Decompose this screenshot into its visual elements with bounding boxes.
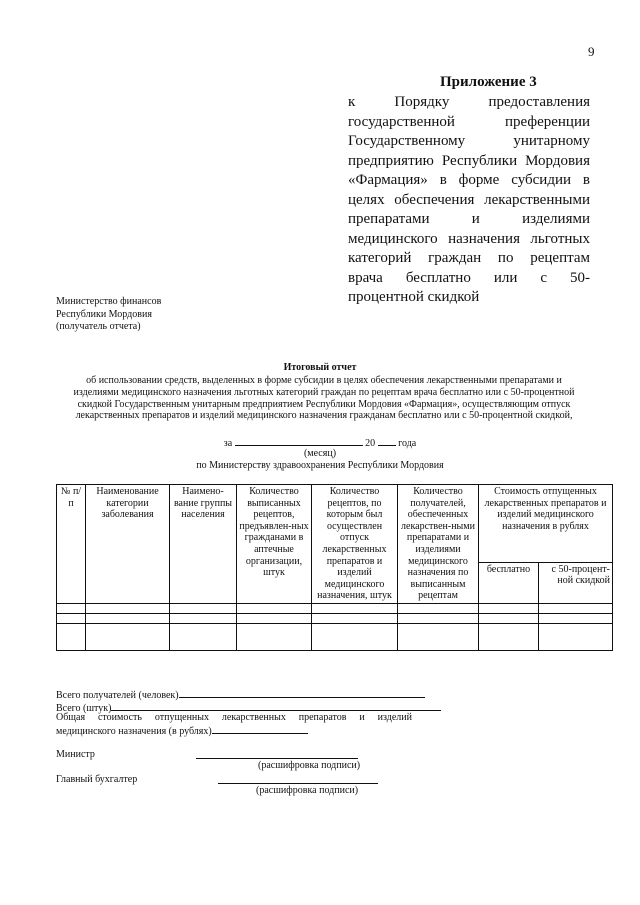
table-row[interactable] bbox=[57, 603, 613, 613]
appendix-line: предприятию Республики Мордовия bbox=[348, 152, 590, 169]
ministry-line: по Министерству здравоохранения Республики Мордовия bbox=[196, 460, 444, 471]
header-group: Наимено-вание группы населения bbox=[170, 485, 237, 604]
table-header-row bbox=[57, 485, 613, 563]
recipient-line: Республики Мордовия bbox=[56, 308, 152, 320]
page-number: 9 bbox=[588, 44, 595, 59]
appendix-line: к Порядку предоставления bbox=[348, 94, 590, 110]
total-cost bbox=[56, 712, 412, 738]
recipient-caption: (получатель отчета) bbox=[56, 321, 141, 332]
header-discount: с 50-процент-ной скидкой bbox=[539, 562, 613, 603]
report-period bbox=[0, 435, 640, 449]
period-year: 20 bbox=[365, 438, 376, 449]
total-cost-field[interactable] bbox=[212, 724, 308, 734]
chief-accountant-signature-line[interactable] bbox=[218, 783, 378, 784]
appendix-text bbox=[348, 93, 590, 308]
total-cost-label-2: медицинского назначения (в рублях) bbox=[56, 726, 212, 737]
recipient-line: Министерство финансов bbox=[56, 296, 162, 307]
appendix-line: целях обеспечения лекарственными bbox=[348, 191, 590, 208]
report-title: Итоговый отчет bbox=[283, 362, 357, 373]
minister-label: Министр bbox=[56, 749, 95, 760]
total-recipients-field[interactable] bbox=[179, 688, 425, 698]
total-items-field[interactable] bbox=[111, 701, 441, 711]
table-row[interactable] bbox=[57, 613, 613, 623]
appendix-line: «Фармация» в форме субсидии в bbox=[348, 172, 590, 188]
report-table bbox=[56, 484, 613, 651]
period-prefix: за bbox=[223, 438, 233, 449]
chief-accountant-signature-caption: (расшифровка подписи) bbox=[256, 785, 359, 796]
header-free: бесплатно bbox=[479, 562, 539, 603]
total-recipients-label: Всего получателей (человек) bbox=[56, 690, 179, 701]
chief-accountant-label: Главный бухгалтер bbox=[56, 774, 138, 785]
header-cost: Стоимость отпущенных лекарственных препаратов и изделий медицинского назначения в рублях bbox=[479, 485, 613, 563]
header-disease: Наименование категории заболевания bbox=[86, 485, 170, 604]
period-suffix: года bbox=[398, 438, 417, 449]
appendix-line: процентной скидкой bbox=[348, 289, 480, 305]
total-cost-label: Общая стоимость отпущенных лекарственных препаратов и изделий bbox=[56, 712, 412, 723]
month-field[interactable] bbox=[235, 435, 363, 446]
total-recipients bbox=[56, 688, 425, 702]
appendix-title: Приложение 3 bbox=[440, 74, 537, 90]
header-prescriptions-dispensed: Количество рецептов, по которым был осуществлен отпуск лекарственных препаратов и изделий медицинского назначения, штук bbox=[312, 485, 398, 604]
table-row[interactable] bbox=[57, 623, 613, 650]
year-field[interactable] bbox=[378, 435, 396, 446]
month-caption: (месяц) bbox=[303, 448, 337, 459]
header-num: № п/п bbox=[57, 485, 86, 604]
appendix-line: государственной преференции bbox=[348, 113, 590, 130]
appendix-line: категорий граждан по рецептам bbox=[348, 250, 590, 266]
appendix-line: Государственному унитарному bbox=[348, 133, 590, 149]
report-description: об использовании средств, выделенных в форме субсидии в целях обеспечения лекарственными препаратами и изделиями медицинского назначения льготных категорий граждан по рецептам врача бесплатно или с 50-процентной скидкой Государственным унитарным предприятием Республики Мордовия «Фармация», осуществляющим отпуск лекарственных препаратов и изделий медицинского назначения гражданам бесплатно или с 50-процентной скидкой, bbox=[73, 375, 575, 422]
minister-signature-caption: (расшифровка подписи) bbox=[258, 760, 361, 771]
recipient-block bbox=[56, 296, 161, 334]
total-items-label: Всего (штук) bbox=[56, 703, 112, 714]
appendix-line: врача бесплатно или с 50- bbox=[348, 269, 590, 286]
minister-signature-line[interactable] bbox=[196, 758, 358, 759]
header-prescriptions-issued: Количество выписанных рецептов, предъявлен-ных гражданами в аптечные организации, штук bbox=[237, 485, 312, 604]
header-recipients: Количество получателей, обеспеченных лекарствен-ными препаратами и изделиями медицинского назначения по выписанным рецептам bbox=[398, 485, 479, 604]
appendix-line: медицинского назначения льготных bbox=[348, 230, 590, 247]
appendix-line: препаратами и изделиями bbox=[348, 211, 590, 227]
